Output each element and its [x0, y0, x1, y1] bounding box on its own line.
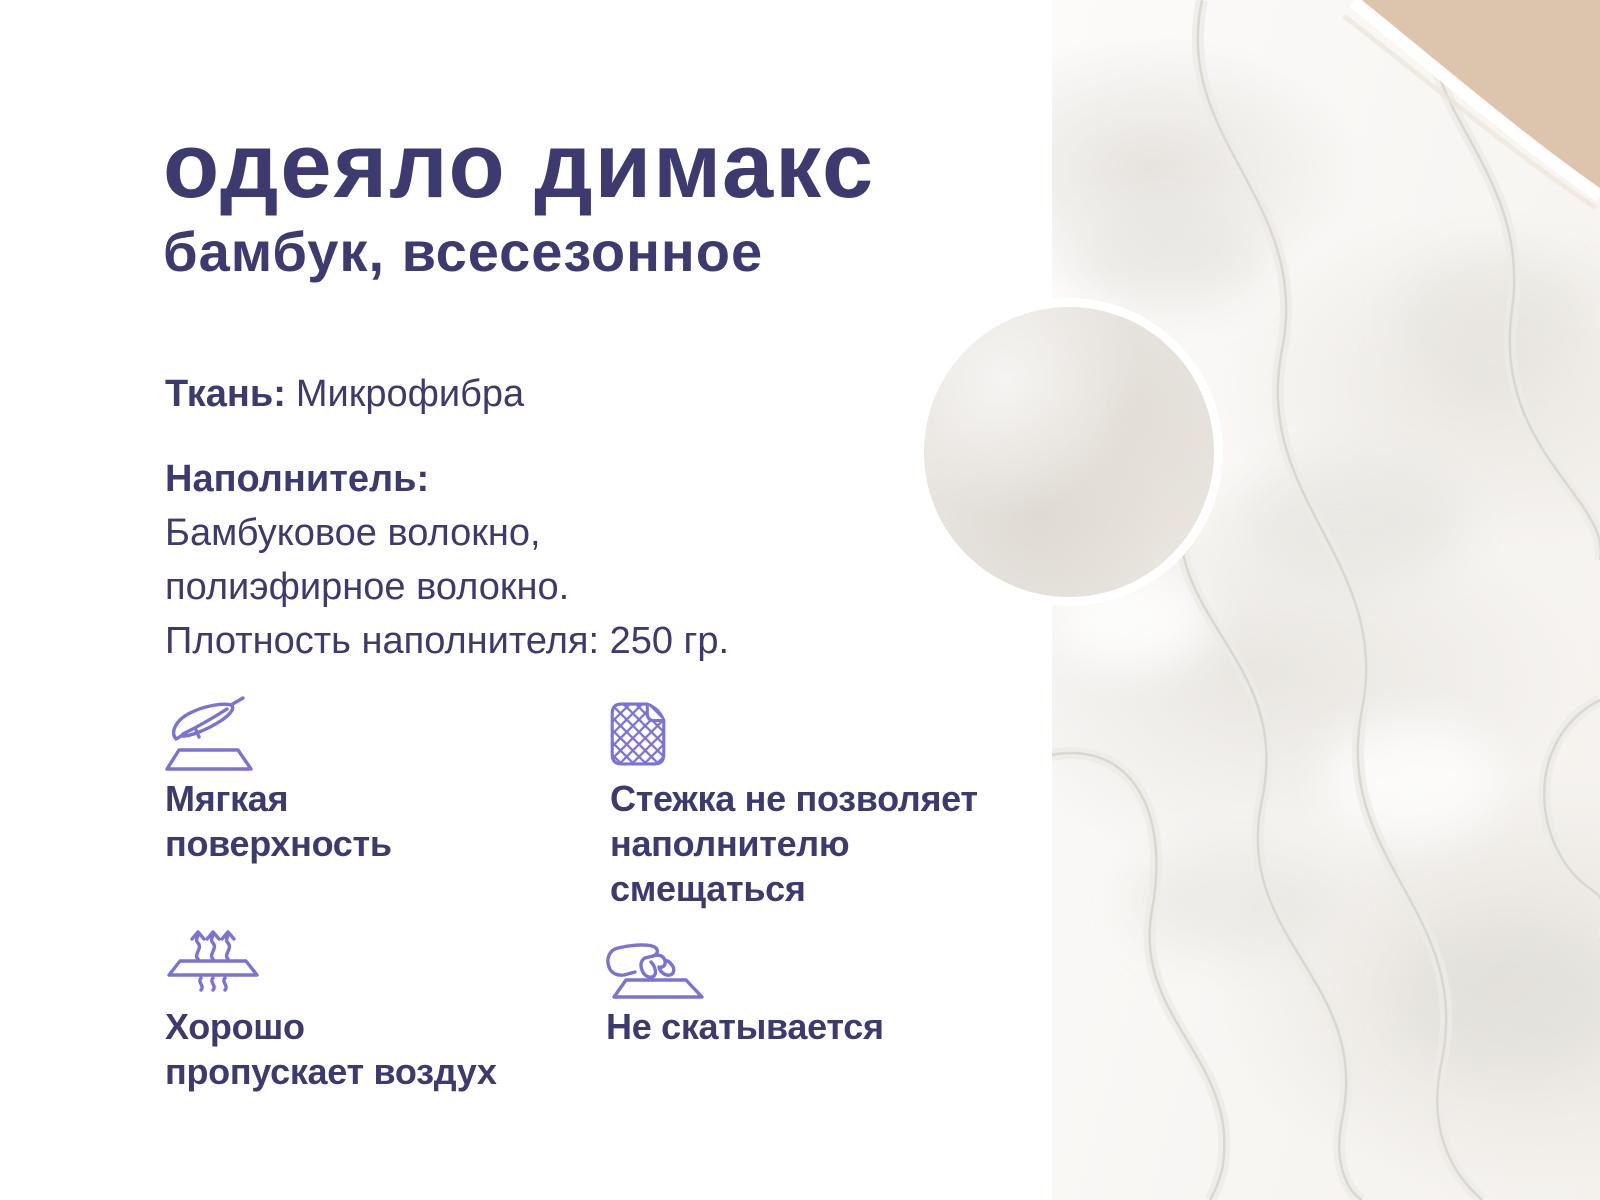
feature-quilt-stitching: [608, 695, 1048, 925]
feature-label-line: поверхность: [165, 823, 392, 864]
feature-label-line: смещаться: [610, 868, 806, 909]
fabric-value: Микрофибра: [295, 373, 525, 415]
feature-label-line: Хорошо: [165, 1006, 305, 1047]
filler-line: полиэфирное волокно.: [165, 566, 570, 608]
air-flow-icon: [163, 930, 263, 992]
feature-label-line: Мягкая: [165, 778, 289, 819]
page-title: одеяло димакс: [163, 115, 876, 217]
fabric-texture-inset: [915, 298, 1223, 606]
fabric-spec: [165, 371, 524, 417]
feature-soft-surface: [163, 695, 603, 925]
feature-breathable: [163, 928, 603, 1158]
feather-soft-surface-icon: [163, 695, 255, 773]
hand-no-pilling-icon: [604, 942, 708, 1000]
feature-label-line: пропускает воздух: [165, 1051, 497, 1092]
blanket-photo: [1052, 0, 1600, 1200]
filler-line: Плотность наполнителя: 250 гр.: [165, 620, 730, 662]
page-subtitle: бамбук, всесезонное: [163, 220, 764, 283]
filler-line: Бамбуковое волокно,: [165, 512, 541, 554]
filler-spec: [165, 452, 729, 668]
quilted-blanket-graphic: [1052, 0, 1600, 1200]
feature-label-line: Стежка не позволяет: [610, 778, 978, 819]
feature-label-line: Не скатывается: [606, 1006, 884, 1047]
feature-no-pilling: [604, 928, 1044, 1158]
filler-label: Наполнитель:: [165, 458, 430, 500]
fabric-label: Ткань:: [165, 373, 286, 415]
quilt-stitching-icon: [608, 701, 668, 767]
feature-label-line: наполнителю: [610, 823, 850, 864]
